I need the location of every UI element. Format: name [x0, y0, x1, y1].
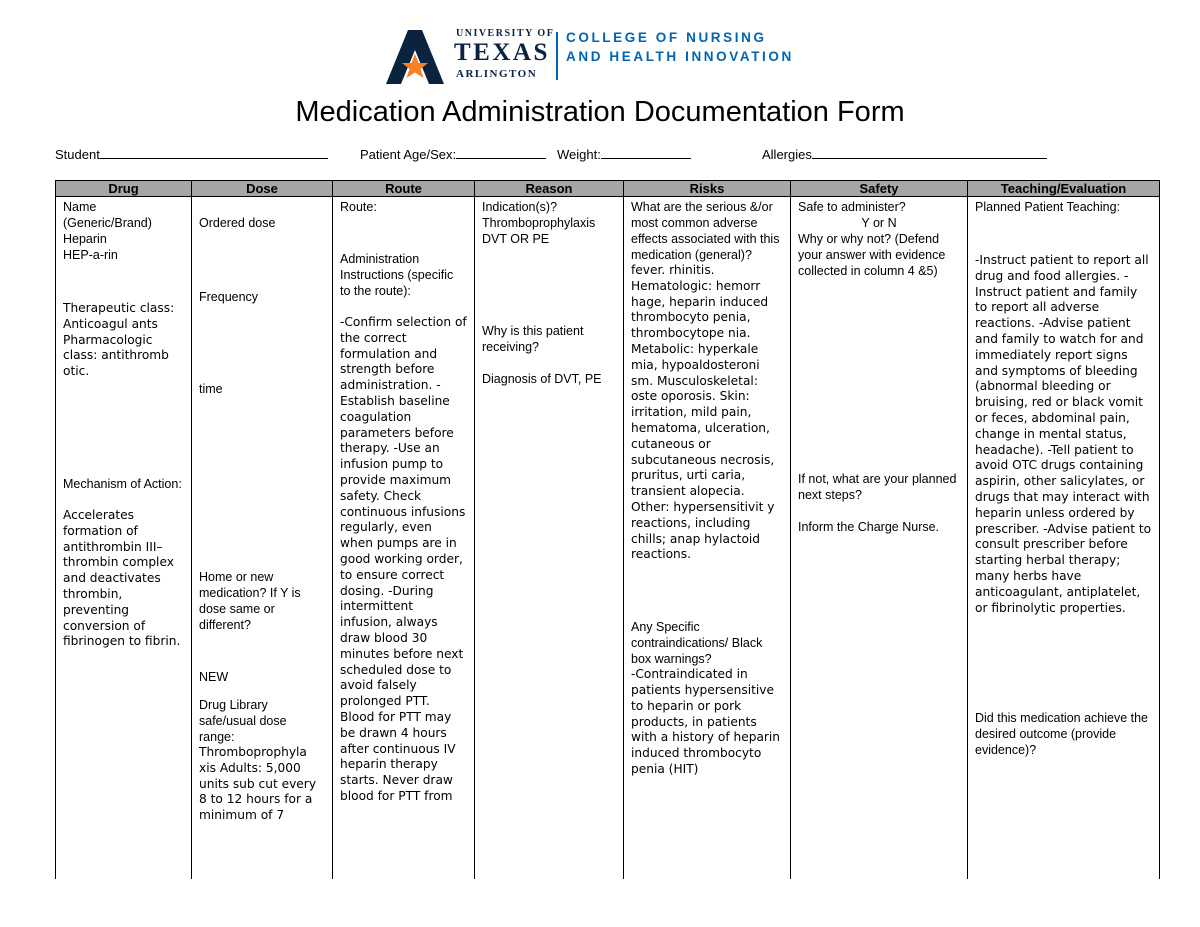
teaching-planned-label: Planned Patient Teaching:	[975, 200, 1121, 214]
allergies-label: Allergies	[762, 147, 812, 162]
column-header-safety: Safety	[791, 181, 968, 197]
college-name-line2: AND HEALTH INNOVATION	[566, 49, 794, 64]
drug-generic-name: Heparin	[63, 232, 107, 246]
reason-indication-text: Thromboprophylaxis DVT OR PE	[482, 216, 596, 246]
column-header-risks: Risks	[624, 181, 791, 197]
route-admin-text: -Confirm selection of the correct formulation and strength before administration. -Establish baseline coagulation parameters before therapy. -Use an infusion pump to provide maximum safety. Check continuous infusions regularly, even when pumps are in good working order, to ensure correct dosing. -During intermittent infusion, always draw blood 30 minutes before next scheduled dose to avoid falsely prolonged PTT. Blood for PTT may be drawn 4 hours after continuous IV heparin therapy starts. Never draw blood for PTT from	[340, 315, 467, 803]
age-sex-field[interactable]	[360, 146, 546, 162]
weight-blank[interactable]	[601, 146, 691, 159]
risks-contra-label: Any Specific contraindications/ Black box warnings?	[631, 620, 763, 667]
medication-form-table	[55, 180, 1160, 879]
teaching-planned-text: -Instruct patient to report all drug and food allergies. -Instruct patient and family to report all adverse reactions. -Advise patient and family to watch for and immediately report signs and symptoms of bleeding (abnormal bleeding or bruising, red or black vomit or feces, abdominal pain, change in mental status, headache). -Tell patient to avoid OTC drugs containing aspirin, other salicylates, or drugs that may interact with heparin unless ordered by prescriber. -Advise patient to consult prescriber before starting herbal therapy; many herbs have anticoagulant, antiplatelet, or fibrinolytic properties.	[975, 253, 1152, 615]
route-label: Route:	[340, 200, 377, 214]
teaching-cell[interactable]	[968, 197, 1160, 880]
route-cell[interactable]	[333, 197, 475, 880]
drug-generic-brand-label: (Generic/Brand)	[63, 216, 152, 230]
dose-home-new-label: Home or new medication? If Y is dose same or different?	[199, 570, 301, 632]
college-name-line1: COLLEGE OF NURSING	[566, 30, 767, 45]
column-header-dose: Dose	[192, 181, 333, 197]
teaching-outcome-label: Did this medication achieve the desired outcome (provide evidence)?	[975, 711, 1149, 758]
route-admin-label: Administration Instructions (specific to the route):	[340, 252, 454, 298]
dose-library-label: Drug Library safe/usual dose range:	[199, 698, 287, 744]
ut-arlington-logo-icon	[386, 30, 444, 84]
reason-why-label: Why is this patient receiving?	[482, 324, 584, 354]
safety-yn-value: Y or N	[861, 216, 897, 230]
allergies-field[interactable]	[762, 146, 1047, 162]
drug-cell[interactable]	[56, 197, 192, 880]
reason-indication-label: Indication(s)?	[482, 200, 558, 214]
table-header-row	[56, 181, 1160, 197]
allergies-blank[interactable]	[812, 146, 1047, 159]
age-sex-label: Patient Age/Sex:	[360, 147, 457, 162]
weight-field[interactable]	[557, 146, 691, 162]
dose-ordered-label: Ordered dose	[199, 216, 276, 230]
page-title: Medication Administration Documentation Form	[295, 96, 905, 128]
university-of-text: UNIVERSITY OF	[456, 28, 555, 39]
safety-cell[interactable]	[791, 197, 968, 880]
safety-if-not-label: If not, what are your planned next steps?	[798, 472, 957, 502]
column-header-drug: Drug	[56, 181, 192, 197]
drug-brand-name: HEP-a-rin	[63, 248, 118, 262]
university-name-text: TEXAS	[454, 39, 550, 66]
risks-contra-text: -Contraindicated in patients hypersensitive to heparin or pork products, in patients with a history of heparin induced thrombocyto penia (HIT)	[631, 667, 781, 776]
drug-pharmacologic-class: Pharmacologic class: antithromb otic.	[63, 332, 169, 379]
drug-name-label: Name	[63, 200, 97, 214]
dose-frequency-label: Frequency	[199, 290, 259, 304]
student-field[interactable]	[55, 146, 328, 162]
student-blank[interactable]	[100, 146, 328, 159]
drug-mechanism-text: Accelerates formation of antithrombin III–thrombin complex and deactivates thrombin, preventing conversion of fibrinogen to fibrin.	[63, 507, 181, 649]
dose-time-label: time	[199, 382, 223, 396]
dose-cell[interactable]	[192, 197, 333, 880]
safety-if-not-text: Inform the Charge Nurse.	[798, 520, 940, 534]
dose-new-value: NEW	[199, 670, 229, 684]
column-header-route: Route	[333, 181, 475, 197]
logo-divider	[556, 32, 558, 80]
risks-cell[interactable]	[624, 197, 791, 880]
risks-serious-text: fever. rhinitis. Hematologic: hemorr hage, heparin induced thrombocyto penia, thrombocytope nia. Metabolic: hyperkale mia, hypoaldosteroni sm. Musculoskeletal: oste oporosis. Skin: irritation, mild pain, hematoma, ulceration, cutaneous or subcutaneous necrosis, pruritus, urti caria, transient alopecia. Other: hypersensitivit y reactions, including chills; anap hylactoid reactions.	[631, 263, 775, 562]
column-header-teaching: Teaching/Evaluation	[968, 181, 1160, 197]
dose-library-value: Thromboprophyla xis Adults: 5,000 units sub cut every 8 to 12 hours for a minimum of 7	[199, 745, 317, 823]
column-header-reason: Reason	[475, 181, 624, 197]
age-sex-blank[interactable]	[456, 146, 546, 159]
weight-label: Weight:	[557, 147, 601, 162]
reason-cell[interactable]	[475, 197, 624, 880]
table-row	[56, 197, 1160, 880]
drug-mechanism-label: Mechanism of Action:	[63, 476, 182, 491]
drug-therapeutic-class: Therapeutic class: Anticoagul ants	[63, 301, 175, 331]
safety-safe-label: Safe to administer?	[798, 200, 906, 214]
safety-why-label: Why or why not? (Defend your answer with evidence collected in column 4 &5)	[798, 232, 946, 278]
student-label: Student	[55, 147, 100, 162]
university-campus-text: ARLINGTON	[456, 68, 538, 80]
risks-serious-label: What are the serious &/or most common adverse effects associated with this medication (general)?	[631, 200, 780, 262]
reason-diagnosis-text: Diagnosis of DVT, PE	[482, 372, 602, 386]
header-logo	[386, 28, 826, 84]
